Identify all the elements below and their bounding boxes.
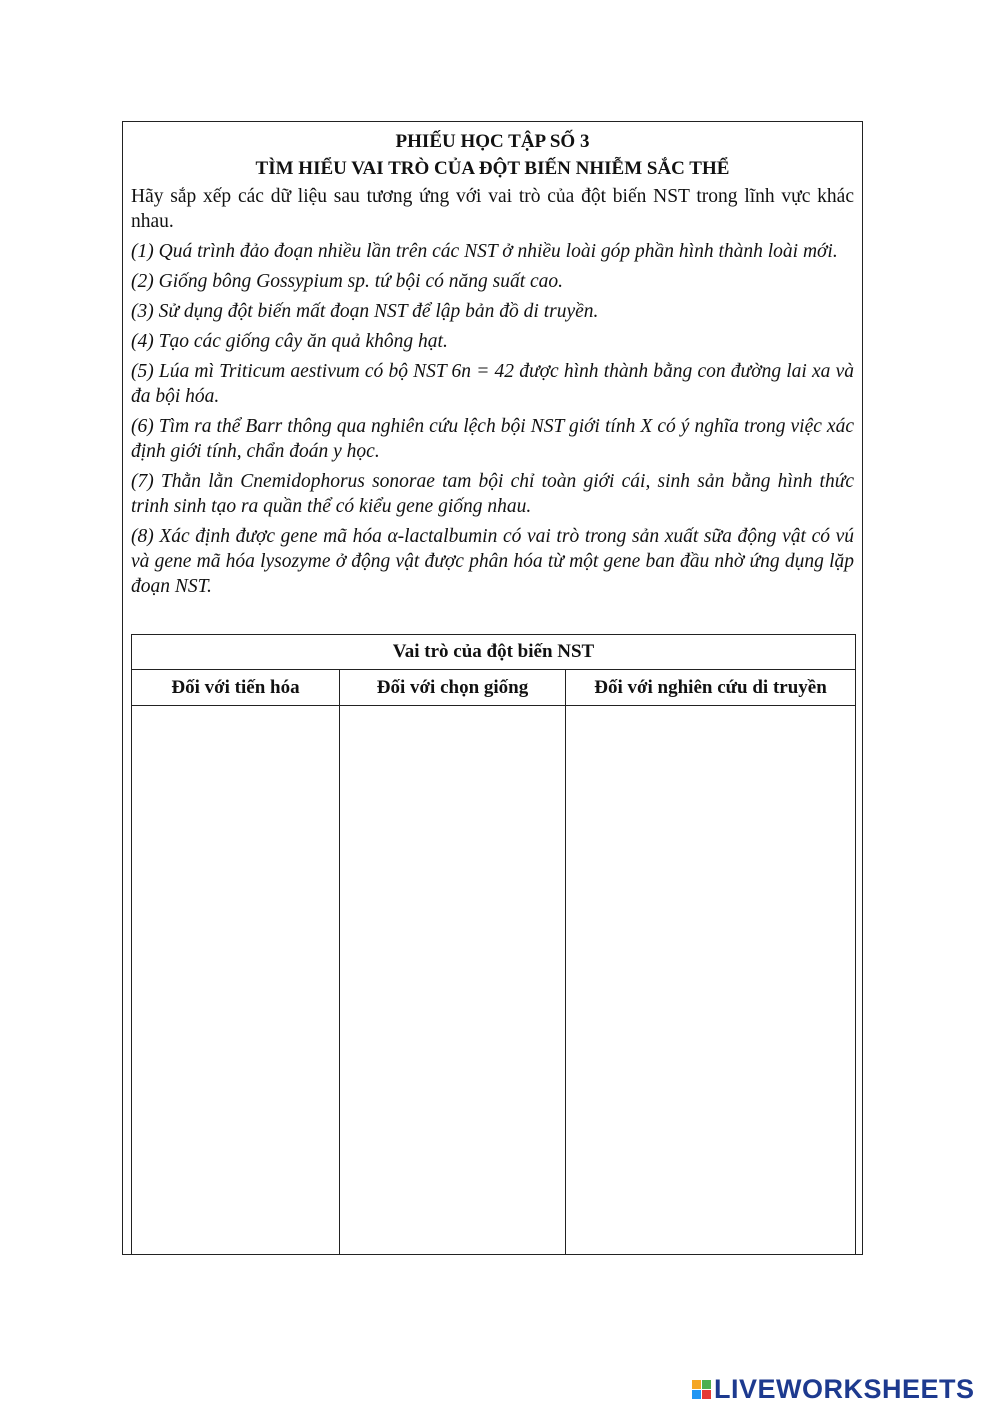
- logo-tile-orange: [692, 1380, 701, 1389]
- column-header-genetics-research: Đối với nghiên cứu di truyền: [566, 670, 856, 706]
- data-item-7: (7) Thằn lằn Cnemidophorus sonorae tam bội chỉ toàn giới cái, sinh sản bằng hình thức trinh sinh tạo ra quần thể có kiểu gene giống nhau.: [131, 471, 854, 517]
- table-header: Vai trò của đột biến NST: [132, 635, 856, 670]
- data-item-3: (3) Sử dụng đột biến mất đoạn NST để lập bản đồ di truyền.: [131, 301, 599, 322]
- worksheet-title-line1: PHIẾU HỌC TẬP SỐ 3: [395, 131, 590, 152]
- liveworksheets-logo-icon: [692, 1380, 711, 1399]
- data-item-1: (1) Quá trình đảo đoạn nhiều lần trên các NST ở nhiều loài góp phần hình thành loài mới.: [131, 241, 838, 262]
- logo-tile-red: [702, 1390, 711, 1399]
- instruction-text: Hãy sắp xếp các dữ liệu sau tương ứng với vai trò của đột biến NST trong lĩnh vực khác nhau.: [131, 186, 854, 232]
- data-item-6: (6) Tìm ra thể Barr thông qua nghiên cứu lệch bội NST giới tính X có ý nghĩa trong việc xác định giới tính, chẩn đoán y học.: [131, 416, 854, 462]
- data-item-4: (4) Tạo các giống cây ăn quả không hạt.: [131, 331, 448, 352]
- data-item-8: (8) Xác định được gene mã hóa α-lactalbumin có vai trò trong sản xuất sữa động vật có vú và gene mã hóa lysozyme ở động vật được phân hóa từ một gene ban đầu nhờ ứng dụng lặp đoạn NST.: [131, 526, 854, 597]
- data-item-2: (2) Giống bông Gossypium sp. tứ bội có năng suất cao.: [131, 271, 564, 292]
- worksheet-title-line2: TÌM HIỂU VAI TRÒ CỦA ĐỘT BIẾN NHIỄM SẮC THỂ: [255, 158, 730, 179]
- drop-zone-evolution[interactable]: [132, 706, 340, 1255]
- logo-wordmark: LIVEWORKSHEETS: [714, 1373, 975, 1404]
- column-header-evolution: Đối với tiến hóa: [132, 670, 340, 706]
- drop-zone-genetics-research[interactable]: [566, 706, 856, 1255]
- worksheet-frame: [122, 121, 863, 1255]
- data-items-list: [131, 239, 854, 599]
- logo-tile-blue: [692, 1390, 701, 1399]
- drop-zone-breeding[interactable]: [340, 706, 566, 1255]
- liveworksheets-logo: [692, 1374, 975, 1404]
- column-header-breeding: Đối với chọn giống: [340, 670, 566, 706]
- data-item-5: (5) Lúa mì Triticum aestivum có bộ NST 6n = 42 được hình thành bằng con đường lai xa và đa bội hóa.: [131, 361, 854, 407]
- roles-table: [131, 634, 856, 1255]
- logo-tile-green: [702, 1380, 711, 1389]
